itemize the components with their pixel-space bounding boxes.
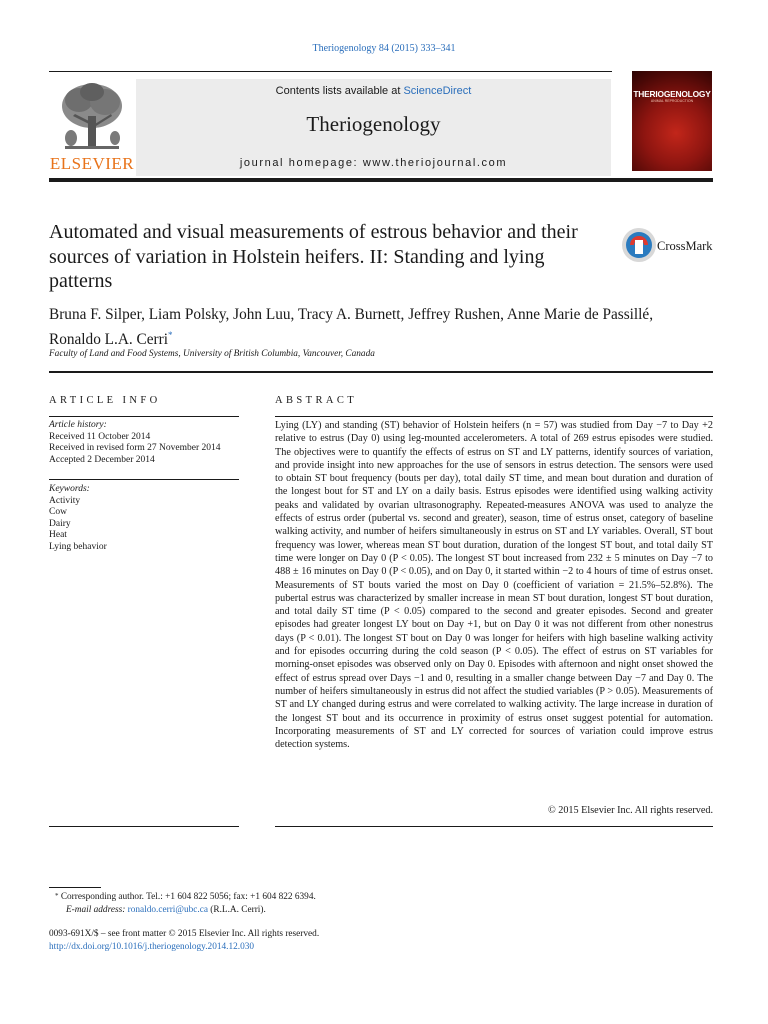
article-info-rule bbox=[49, 416, 239, 417]
homepage-url-link[interactable]: www.theriojournal.com bbox=[362, 157, 508, 169]
front-matter: 0093-691X/$ – see front matter © 2015 Elsevier Inc. All rights reserved. bbox=[49, 929, 320, 939]
doi-link[interactable]: http://dx.doi.org/10.1016/j.theriogenology.2014.12.030 bbox=[49, 942, 255, 952]
keywords-block bbox=[49, 484, 239, 553]
abstract-rule bbox=[275, 416, 713, 417]
affiliation: Faculty of Land and Food Systems, University of British Columbia, Vancouver, Canada bbox=[49, 349, 375, 359]
footnote-mark: * bbox=[55, 892, 59, 900]
sciencedirect-link[interactable]: ScienceDirect bbox=[403, 85, 472, 97]
journal-citation-link[interactable]: Theriogenology 84 (2015) 333–341 bbox=[312, 43, 456, 54]
history-accepted: Accepted 2 December 2014 bbox=[49, 454, 155, 465]
history-revised: Received in revised form 27 November 2014 bbox=[49, 443, 221, 453]
author-list bbox=[49, 305, 689, 350]
keywords-label: Keywords: bbox=[49, 484, 90, 494]
journal-masthead bbox=[136, 79, 611, 176]
history-label: Article history: bbox=[49, 420, 107, 430]
elsevier-wordmark: ELSEVIER bbox=[49, 154, 135, 173]
corresponding-author-mark[interactable]: * bbox=[167, 330, 173, 340]
header-bottom-rule bbox=[49, 178, 713, 182]
abstract-copyright: © 2015 Elsevier Inc. All rights reserved. bbox=[547, 805, 713, 816]
abstract-text: Lying (LY) and standing (ST) behavior of Holstein heifers (n = 57) was studied from Day −7 to Day +2 relative to estrus (Day 0) using leg-mounted accelerometers. A total of 269 estrus episodes were studied. The objectives were to quantify the effects of estrus on ST and LY patterns, identify sources of variation, and provide insight into new approaches for the use of sensors in estrus detection. The sensors were used to obtain ST bout frequency (bouts per day), total daily ST time, and mean bout duration and duration of the longest bout for ST and LY on a daily basis. Estrus episodes were identified using walking activity peaks and validated by ovarian ultrasonography. Repeated-measures ANOVA was used to analyze the effects of estrus order (pubertal vs. second and greater), season, time of estrus onset, category of baseline walking activity, and number of heifers simultaneously in estrus on ST and LY variables. Overall, ST bout frequency was lower, whereas mean ST bout duration, duration of the longest ST bout, and total daily ST time were longer on Day 0 (P < 0.05). The longest ST bout increased from 232 ± 5 minutes on Day −7 to 488 ± 16 minutes on Day 0 (P < 0.05), and on Day 0, it started within −2 to 4 hours of time of estrus onset. Measurements of ST bouts varied the most on Day 0 (coefficient of variation = 21.5%–52.8%). The pubertal estrus was characterized by smaller increase in mean ST bout duration, longest ST bout duration, and total daily ST time (P < 0.05) compared to the second and greater episodes. Second and greater episodes had greater longest LY bout on Day +1, but on Day 0 it was not different from other nonestrus days (P < 0.01). The longest ST bout on Day 0 was longer for heifers with high baseline walking activity and for episodes occurring during the cold season (P < 0.05). The effect of estrus on ST variables for morning-onset episodes was observed only on Day 0. Episodes with afternoon and night onset showed the effect of estrus spread over Days −1 and 0, resulting in a smaller change between Day −7 and Day 0. The number of heifers simultaneously in estrus did not affect the studied variables (P > 0.05). Measurements of ST and LY changed during estrus and were correlated to walking activity. The large increase in duration of the longest ST bout and its occurrence in proximity of estrus onset suggest potential for automation. Incorporating measurements of ST and LY corrected for sources of variation could improve estrus detection systems. bbox=[275, 420, 713, 751]
journal-name: Theriogenology bbox=[306, 112, 441, 136]
crossmark-label[interactable]: CrossMark bbox=[657, 239, 713, 253]
authors-bottom-rule bbox=[49, 371, 713, 373]
email-note bbox=[66, 905, 266, 915]
corresponding-text: Corresponding author. Tel.: +1 604 822 5056; fax: +1 604 822 6394. bbox=[60, 892, 316, 902]
keyword-item: Activity bbox=[49, 495, 81, 506]
contents-prefix: Contents lists available at bbox=[275, 85, 404, 97]
homepage-prefix: journal homepage: bbox=[239, 157, 363, 169]
journal-cover-image bbox=[632, 71, 712, 171]
keyword-item: Dairy bbox=[49, 518, 71, 529]
contents-availability bbox=[136, 85, 611, 97]
email-link[interactable]: ronaldo.cerri@ubc.ca bbox=[127, 905, 208, 915]
article-info-heading: ARTICLE INFO bbox=[49, 395, 161, 406]
footnote-rule bbox=[49, 887, 101, 888]
article-title: Automated and visual measurements of estrous behavior and their sources of variation in Holstein heifers. II: Standing and lying patterns bbox=[49, 221, 578, 292]
cover-title: THERIOGENOLOGY bbox=[633, 89, 711, 99]
keyword-item: Heat bbox=[49, 530, 67, 540]
article-history bbox=[49, 420, 239, 466]
article-info-bottom-rule bbox=[49, 826, 239, 827]
keyword-item: Cow bbox=[49, 507, 67, 517]
history-received: Received 11 October 2014 bbox=[49, 431, 151, 442]
cover-subtitle: ANIMAL REPRODUCTION bbox=[650, 99, 694, 103]
email-label: E-mail address: bbox=[66, 905, 128, 915]
abstract-bottom-rule bbox=[275, 826, 713, 827]
email-suffix: (R.L.A. Cerri). bbox=[207, 905, 266, 915]
journal-homepage bbox=[136, 157, 611, 169]
keyword-item: Lying behavior bbox=[49, 541, 107, 552]
corresponding-author-note bbox=[55, 892, 316, 902]
header-top-rule bbox=[49, 71, 612, 72]
abstract-heading: ABSTRACT bbox=[275, 395, 358, 406]
authors-text: Bruna F. Silper, Liam Polsky, John Luu, Tracy A. Burnett, Jeffrey Rushen, Anne Marie de Passillé, Ronaldo L.A. Cerri bbox=[49, 306, 654, 349]
history-rule bbox=[49, 479, 239, 480]
